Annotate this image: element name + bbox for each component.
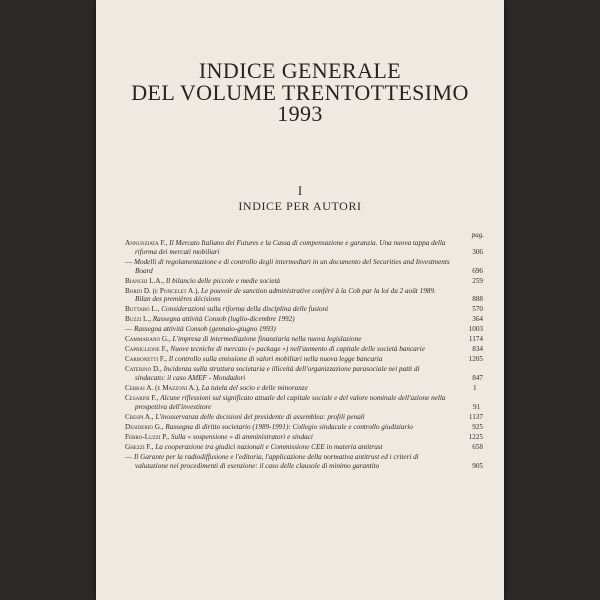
entry-title: Sulla « sospensione » di amministratori e sindaci <box>170 432 313 441</box>
volume-year: 1993 <box>277 101 323 126</box>
entry-page: 834 <box>472 345 483 354</box>
entry-author: Caterino D., <box>125 365 162 374</box>
entry-title: Le pouvoir de sanction administrative conféré à la Cob par la loi du 2 août 1989. Bilan des premières décisions <box>135 286 436 304</box>
entry-author: — <box>125 257 133 266</box>
entry-author: — <box>125 452 133 461</box>
entry-page: 888 <box>472 295 483 304</box>
entry-page: 570 <box>472 305 483 314</box>
entry-title: Rassegna attività Consob (gennaio-giugno 1993) <box>133 325 276 334</box>
entry-title: Rassegna di diritto societario (1989-1991): Collegio sindacale e controllo giudiziario <box>165 422 413 431</box>
index-entry <box>125 433 483 442</box>
entry-page: 1003 <box>468 325 483 334</box>
entry-author: Carbonetti F., <box>125 355 167 364</box>
entry-title: Il controllo sulla emissione di valori mobiliari nella nuova legge bancaria <box>168 355 383 364</box>
entry-title: La tutela del socio e delle minoranze <box>201 384 308 393</box>
index-entry <box>125 325 483 334</box>
entry-title: Considerazioni sulla riforma della disciplina delle fusioni <box>161 305 329 314</box>
entry-title: Il bilancio delle piccole e medie società <box>165 276 281 285</box>
entry-page: 306 <box>472 247 483 256</box>
entry-author: Annunziata F., <box>125 239 168 247</box>
entry-page: 847 <box>472 374 483 383</box>
entry-author: Ghezzi F., <box>125 442 154 451</box>
entry-page: 905 <box>472 461 483 470</box>
entry-page: 658 <box>472 442 483 451</box>
section-number: I <box>297 183 303 198</box>
page-column-label: pag. <box>471 231 484 239</box>
entry-author: — <box>125 325 133 334</box>
section-title: INDICE PER AUTORI <box>238 199 362 213</box>
index-entry <box>125 443 483 452</box>
entry-title: L'inosservanza delle decisioni del presidente di assemblea: profili penali <box>155 412 365 421</box>
index-entry <box>125 239 483 257</box>
entry-title: L'impresa di intermediazione finanziaria nella nuova legislazione <box>172 335 362 344</box>
entry-author: Bianchi L.A., <box>125 276 165 285</box>
book-page <box>96 0 504 600</box>
entry-author: Desiderio G., <box>125 422 164 431</box>
index-entry <box>125 277 483 286</box>
entry-title: Rassegna attività Consob (luglio-dicembre 1992) <box>152 315 295 324</box>
index-entry <box>125 413 483 422</box>
index-entry <box>125 365 483 383</box>
entry-title: Alcune riflessioni sul significato attuale del capitale sociale e del valore nominale dell'azione nella prospettiva dell'investitore <box>135 394 446 411</box>
index-entry <box>125 287 483 305</box>
entry-page: 364 <box>472 315 483 324</box>
index-entry <box>125 355 483 364</box>
index-entry <box>125 335 483 344</box>
entry-title: Il Mercato Italiano dei Futures e la Cassa di compensazione e garanzia. Una nuova tappa della riforma dei mercati mobiliari <box>135 239 446 256</box>
index-entry <box>125 423 483 432</box>
entry-page: 1225 <box>468 432 483 441</box>
index-entry <box>125 315 483 324</box>
entry-title: Nuove tecniche di mercato (« package ») nell'aumento di capitale delle società bancarie <box>170 345 425 354</box>
entry-author: Ferro-Luzzi P., <box>125 432 170 441</box>
entry-author: Bordi D. (e Poncelet A.), <box>125 286 200 295</box>
entry-author: Cammarano G., <box>125 335 171 344</box>
index-entry: Cesarini F., Alcune riflessioni sul significato attuale del capitale sociale e del valore nominale dell'azione nella prospettiva dell'investitore 91 <box>125 394 481 411</box>
entry-page: 925 <box>472 422 483 431</box>
entry-title: La cooperazione tra giudici nazionali e Commissione CEE in materia antitrust <box>155 442 383 451</box>
entry-title: Incidenza sulla struttura societaria e illiceità dell'organizzazione parasociale nei patti di sindacato: il caso AMEF - Mondadori <box>135 365 420 383</box>
entry-title: Modelli di regolamentazione e di controllo degli intermediari in un documento del Securities and Investments Board <box>133 257 450 275</box>
entry-author: Buttaro L., <box>125 305 160 314</box>
entry-author: Buzzi L., <box>125 315 151 324</box>
entry-author: Cesarini F., <box>125 394 159 402</box>
entry-author: Capriglione F., <box>125 345 169 354</box>
entry-page: 1137 <box>468 412 483 421</box>
index-entry: Cerrai A. (e Mazzoni A.), La tutela del socio e delle minoranze 1 <box>125 384 477 393</box>
entry-author: Crespi A., <box>125 412 154 421</box>
entry-page: 259 <box>472 276 483 285</box>
index-entry <box>125 258 483 276</box>
entry-page: 696 <box>472 266 483 275</box>
entry-page: 1205 <box>468 355 483 364</box>
entry-page: 1174 <box>468 335 483 344</box>
volume-title-line-2: DEL VOLUME TRENTOTTESIMO <box>131 80 469 105</box>
entry-title: Il Garante per la radiodiffusione e l'editoria, l'applicazione della normativa antitrust ed i criteri di valutazione nei procedimenti di esenzione: il caso delle clausole di minimo garantito <box>133 452 419 470</box>
entry-author: Cerrai A. (e Mazzoni A.), <box>125 384 200 393</box>
volume-title-line-1: INDICE GENERALE <box>198 58 402 83</box>
index-entry <box>125 305 483 314</box>
index-entry <box>125 345 483 354</box>
author-index-list <box>125 239 483 472</box>
index-entry <box>125 453 483 471</box>
